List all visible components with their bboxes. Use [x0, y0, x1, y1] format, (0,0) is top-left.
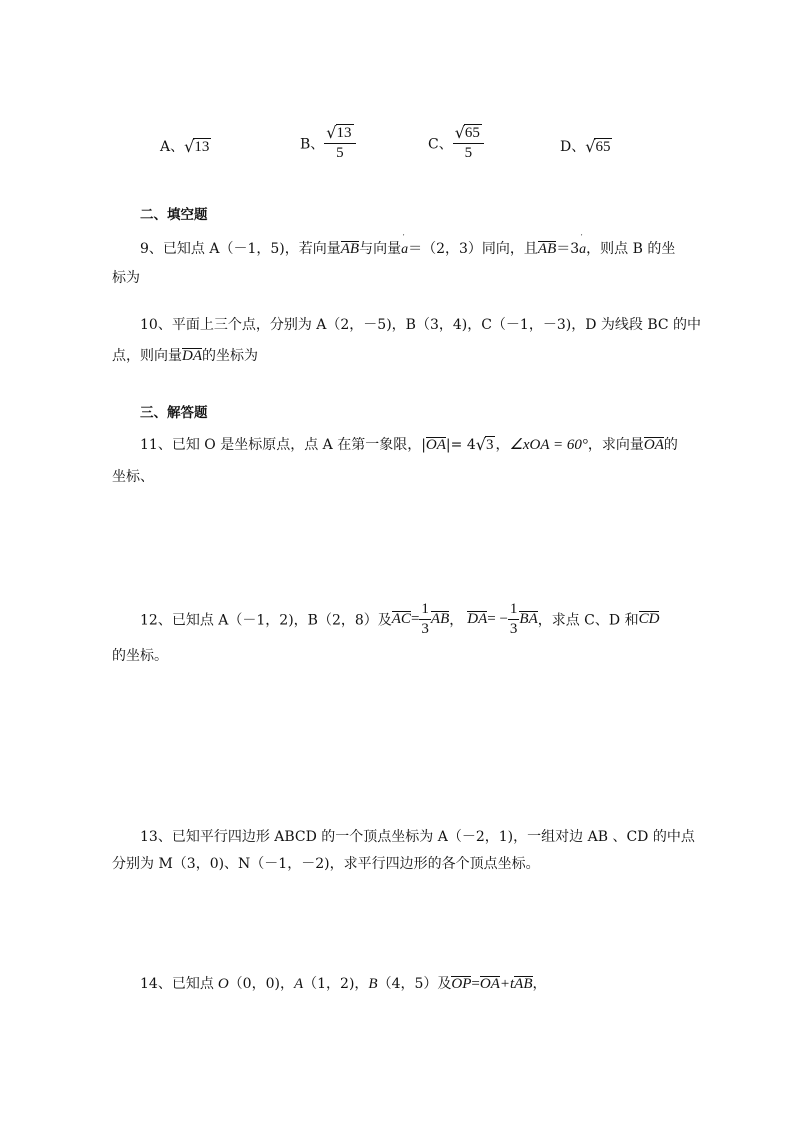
option-d	[560, 136, 612, 156]
q11-text-5: 的	[663, 437, 678, 453]
vector-da-q12: DA	[467, 611, 488, 627]
question-10-line-2	[112, 345, 258, 365]
vector-oa-2: OA	[643, 437, 664, 453]
question-9-line-2: 标为	[112, 270, 140, 286]
fraction-one-third-1: $\frac{1}{3}$	[421, 601, 429, 637]
sqrt-13: √ 13	[184, 137, 210, 156]
q14-a-coord: （1，2)，	[303, 976, 369, 992]
point-b: B	[368, 976, 378, 992]
option-d-label: D、	[560, 139, 586, 155]
vector-oa-q14: OA	[479, 976, 500, 992]
vector-cd: CD	[638, 611, 660, 627]
fraction-sqrt65-over-5: √ 65 5	[453, 124, 484, 163]
q14-text-1: 14、已知点	[140, 976, 214, 992]
question-12-line-2: 的坐标。	[112, 648, 168, 664]
question-13-line-2: 分别为 M（3，0)、N（－1，－2)，求平行四边形的各个顶点坐标。	[112, 856, 540, 872]
option-b	[300, 124, 356, 163]
q14-plus-t: +t	[499, 976, 515, 992]
q9-text-4: ＝3	[556, 241, 580, 257]
option-c	[428, 124, 484, 163]
question-13-line-1: 13、已知平行四边形 ABCD 的一个顶点坐标为 A（－2，1)，一组对边 AB 、CD 的中点	[140, 829, 695, 845]
q11-text-4: ，求向量	[587, 437, 644, 453]
q12-text-1: 12、已知点 A（－1，2)，B（2，8）及	[140, 612, 392, 629]
sqrt-65: √ 65	[585, 137, 611, 156]
angle-xoa: ∠xOA = 60°	[509, 437, 588, 453]
vector-op: OP	[451, 976, 472, 992]
vector-ba: BA	[519, 611, 538, 627]
q14-o-coord: （0，0)，	[228, 976, 294, 992]
q12-equals-1: =	[410, 611, 420, 627]
point-a: A	[293, 976, 304, 992]
fraction-one-third-2: $\frac{1}{3}$	[509, 601, 518, 637]
vector-a-mark: '	[403, 233, 405, 241]
option-b-label: B、	[300, 136, 325, 153]
vector-da: DA	[182, 348, 202, 364]
option-a	[160, 136, 211, 156]
vector-oa: OA	[425, 437, 446, 453]
section-fill-in-heading: 二、填空题	[140, 207, 208, 223]
sqrt-3: √ 3	[475, 435, 494, 454]
q9-text-3: ＝（2，3）同向，且	[408, 241, 538, 257]
q12-separator: ，	[449, 612, 464, 629]
q9-text-5: ，则点 B 的坐	[586, 241, 676, 257]
question-14-line-1	[140, 973, 547, 993]
fraction-sqrt13-over-5: √ 13 5	[324, 124, 355, 163]
vector-a-2: ' a	[579, 233, 587, 257]
q11-text-2: |= 4	[445, 437, 476, 453]
q11-text-3: ，	[495, 437, 510, 453]
q12-text-2: ，求点 C、D 和	[537, 612, 639, 629]
q14-equals: =	[471, 976, 480, 992]
section-solution-heading: 三、解答题	[140, 405, 208, 421]
q12-equals-2: = −	[487, 611, 508, 627]
point-o: O	[217, 976, 229, 992]
q9-text-1: 9、已知点 A（－1，5)，若向量	[140, 241, 341, 257]
vector-ab-2: AB	[537, 241, 557, 257]
vector-ac: AC	[391, 611, 411, 627]
question-10-line-1: 10、平面上三个点，分别为 A（2，－5)，B（3，4)，C（－1，－3)，D 为线段 BC 的中	[140, 317, 702, 333]
q11-text-1: 11、已知 O 是坐标原点，点 A 在第一象限，|	[140, 437, 426, 453]
vector-ab-q14: AB	[514, 976, 533, 992]
vector-a: ' a	[401, 233, 409, 257]
q10-text-2: 的坐标为	[202, 348, 258, 364]
question-11-line-1	[140, 434, 678, 454]
q14-end: ，	[532, 976, 547, 992]
q9-text-2: 与向量	[359, 241, 402, 257]
vector-a2-mark: '	[581, 233, 583, 241]
question-9-line-1	[140, 233, 676, 258]
q14-b-coord: （4，5）及	[377, 976, 452, 992]
vector-ab: AB	[340, 241, 360, 257]
q10-text-1: 点，则向量	[112, 348, 182, 364]
option-a-label: A、	[160, 139, 185, 155]
vector-ab-q12: AB	[430, 611, 450, 627]
question-11-line-2: 坐标、	[112, 469, 154, 485]
option-c-label: C、	[428, 136, 453, 153]
question-12-line-1	[140, 600, 659, 639]
